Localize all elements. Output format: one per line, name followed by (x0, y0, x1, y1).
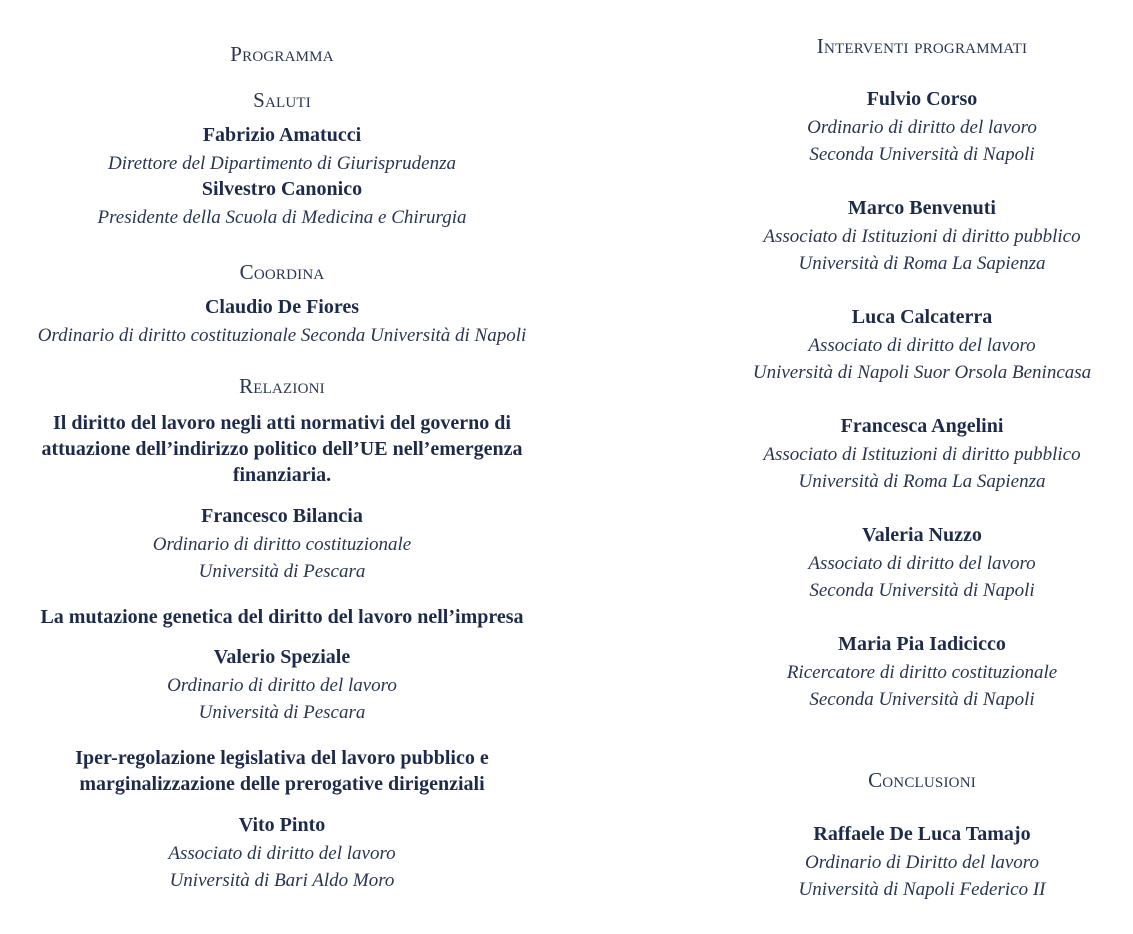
relazioni-heading: Relazioni (239, 374, 325, 398)
speaker-name: Valeria Nuzzo (862, 524, 982, 546)
speaker-name: Fabrizio Amatucci (202, 124, 362, 146)
talk-speaker-role: Ordinario di diritto costituzionale (152, 534, 412, 555)
talk-speaker-name: Francesco Bilancia (201, 505, 363, 527)
speaker-role: Associato di diritto del lavoro (808, 553, 1036, 574)
talk-title: Iper-regolazione legislativa del lavoro pubblico e marginalizzazione delle prerogative dirigenziali (75, 747, 489, 795)
saluti-heading: Saluti (253, 88, 311, 112)
speaker-name: Maria Pia Iadicicco (838, 633, 1006, 655)
speaker-role: Associato di Istituzioni di diritto pubblico (763, 226, 1081, 247)
coordinator-role: Ordinario di diritto costituzionale Seconda Università di Napoli (37, 325, 527, 346)
conclusion-speaker-affiliation: Università di Napoli Federico II (798, 879, 1046, 900)
conclusion-speaker-name: Raffaele De Luca Tamajo (813, 823, 1031, 845)
talk-speaker-affiliation: Università di Bari Aldo Moro (169, 870, 395, 891)
speaker-affiliation: Seconda Università di Napoli (809, 689, 1035, 710)
coordina-heading: Coordina (239, 260, 325, 284)
speaker-name: Silvestro Canonico (201, 178, 363, 200)
speaker-affiliation: Università di Roma La Sapienza (798, 471, 1046, 492)
conclusion-speaker-role: Ordinario di Diritto del lavoro (805, 852, 1039, 873)
speaker-role: Presidente della Scuola di Medicina e Chirurgia (97, 207, 467, 228)
programma-heading: Programma (230, 42, 334, 66)
talk-title: Il diritto del lavoro negli atti normativi del governo di attuazione dell’indirizzo politico dell’UE nell’emergenza finanziaria. (41, 412, 523, 486)
speaker-role: Ordinario di diritto del lavoro (807, 117, 1037, 138)
speaker-affiliation: Seconda Università di Napoli (809, 144, 1035, 165)
talk-speaker-name: Vito Pinto (238, 814, 326, 836)
talk-title: La mutazione genetica del diritto del lavoro nell’impresa (40, 606, 524, 628)
talk-speaker-name: Valerio Speziale (213, 646, 351, 668)
speaker-affiliation: Università di Roma La Sapienza (798, 253, 1046, 274)
talk-speaker-role: Ordinario di diritto del lavoro (167, 675, 397, 696)
speaker-role: Associato di Istituzioni di diritto pubblico (763, 444, 1081, 465)
speaker-affiliation: Università di Napoli Suor Orsola Benincasa (752, 362, 1092, 383)
coordinator-name: Claudio De Fiores (204, 296, 360, 318)
speaker-name: Fulvio Corso (866, 88, 978, 110)
speaker-name: Francesca Angelini (840, 415, 1004, 437)
talk-speaker-affiliation: Università di Pescara (198, 561, 366, 582)
speaker-name: Luca Calcaterra (851, 306, 993, 328)
talk-speaker-role: Associato di diritto del lavoro (168, 843, 396, 864)
conclusioni-heading: Conclusioni (868, 768, 976, 792)
speaker-role: Ricercatore di diritto costituzionale (786, 662, 1058, 683)
talk-speaker-affiliation: Università di Pescara (198, 702, 366, 723)
speaker-role: Associato di diritto del lavoro (808, 335, 1036, 356)
interventi-heading: Interventi programmati (816, 34, 1028, 58)
speaker-role: Direttore del Dipartimento di Giurisprudenza (108, 153, 456, 174)
speaker-affiliation: Seconda Università di Napoli (809, 580, 1035, 601)
speaker-name: Marco Benvenuti (848, 197, 996, 219)
